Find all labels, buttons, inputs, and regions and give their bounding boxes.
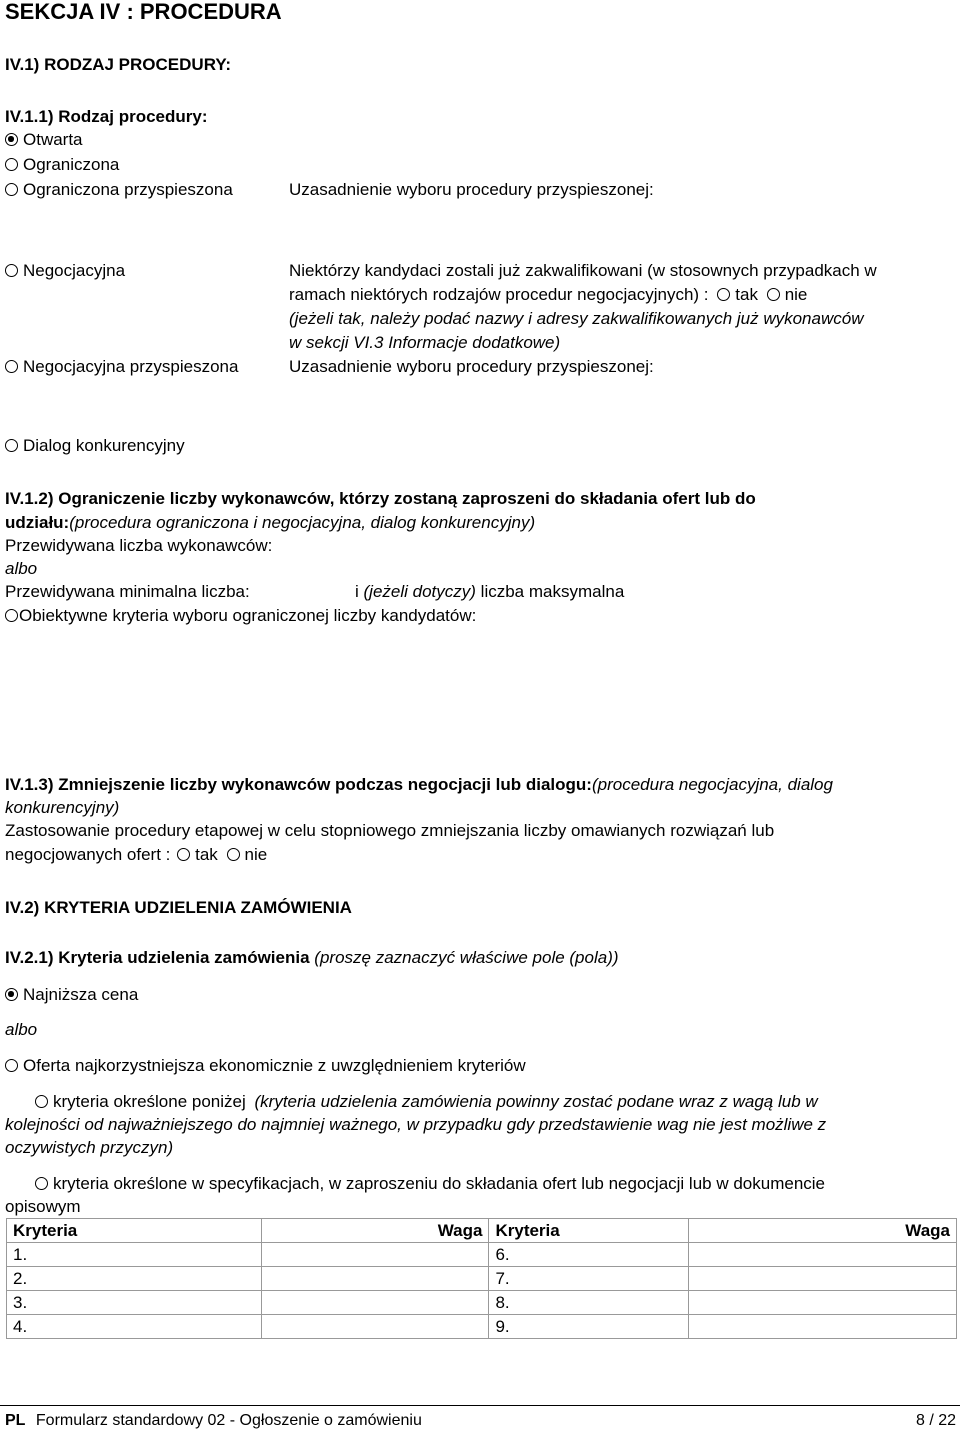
iv2-heading: IV.2) KRYTERIA UDZIELENIA ZAMÓWIENIA	[5, 898, 352, 917]
radio-unchecked-icon[interactable]	[5, 439, 18, 452]
specyfikacje-line-2: opisowym	[5, 1197, 81, 1216]
zastosowanie-line-1: Zastosowanie procedury etapowej w celu stopniowego zmniejszania liczby omawianych rozwiązań lub	[5, 821, 775, 840]
option-otwarta[interactable]: Otwarta	[5, 128, 83, 151]
jezeli-line-1: (jeżeli tak, należy podać nazwy i adresy zakwalifikowanych już wykonawców	[289, 309, 864, 328]
albo-label-2: albo	[5, 1020, 38, 1039]
iv1-heading: IV.1) RODZAJ PROCEDURY:	[5, 55, 232, 74]
ponizej-line-3: oczywistych przyczyn)	[5, 1138, 174, 1157]
maksymalna-group: i (jeżeli dotyczy) liczba maksymalna	[355, 582, 625, 601]
nie-label: nie	[784, 285, 808, 304]
zastosowanie-line-2: negocjowanych ofert : tak nie	[5, 845, 268, 864]
table-row: 2. 7.	[7, 1267, 957, 1291]
uzasadnienie-label-1: Uzasadnienie wyboru procedury przyspieszonej:	[289, 180, 654, 199]
option-ograniczona-przyspieszona[interactable]: Ograniczona przyspieszona	[5, 178, 233, 201]
przewidywana-label: Przewidywana liczba wykonawców:	[5, 536, 273, 555]
option-negocjacyjna[interactable]: Negocjacyjna	[5, 259, 125, 282]
radio-unchecked-icon[interactable]	[5, 609, 18, 622]
table-row: 4. 9.	[7, 1315, 957, 1339]
albo-label: albo	[5, 559, 38, 578]
iv11-heading: IV.1.1) Rodzaj procedury:	[5, 107, 208, 126]
tak-label: tak	[195, 845, 218, 864]
option-dialog[interactable]: Dialog konkurencyjny	[5, 434, 185, 457]
nie-label: nie	[244, 845, 268, 864]
footer-page: 8 / 22	[915, 1412, 956, 1429]
header-waga: Waga	[261, 1219, 489, 1243]
table-row: 3. 8.	[7, 1291, 957, 1315]
jezeli-line-2: w sekcji VI.3 Informacje dodatkowe)	[289, 333, 561, 352]
radio-nie-icon[interactable]	[767, 288, 780, 301]
radio-unchecked-icon[interactable]	[35, 1177, 48, 1190]
uzasadnienie-label-2: Uzasadnienie wyboru procedury przyspieszonej:	[289, 357, 654, 376]
header-waga-2: Waga	[689, 1219, 957, 1243]
criteria-table	[6, 1218, 957, 1339]
minimalna-label: Przewidywana minimalna liczba:	[5, 582, 250, 601]
iv13-heading-line-1: IV.1.3) Zmniejszenie liczby wykonawców podczas negocjacji lub dialogu:(procedura negocjacyjna, dialog	[5, 775, 833, 794]
kandydaci-line-2: ramach niektórych rodzajów procedur negocjacyjnych) : tak nie	[289, 285, 808, 304]
radio-unchecked-icon[interactable]	[5, 183, 18, 196]
iv13-heading-line-2: konkurencyjny)	[5, 798, 120, 817]
option-kryteria-specyfikacje[interactable]: kryteria określone w specyfikacjach, w zaproszeniu do składania ofert lub negocjacji lub w dokumencie	[35, 1172, 825, 1195]
header-kryteria: Kryteria	[7, 1219, 262, 1243]
radio-unchecked-icon[interactable]	[35, 1095, 48, 1108]
iv12-heading-line-1: IV.1.2) Ograniczenie liczby wykonawców, którzy zostaną zaproszeni do składania ofert lub do	[5, 489, 756, 508]
radio-unchecked-icon[interactable]	[5, 264, 18, 277]
section-title: SEKCJA IV : PROCEDURA	[5, 0, 282, 24]
header-kryteria-2: Kryteria	[489, 1219, 689, 1243]
footer-form: Formularz standardowy 02 - Ogłoszenie o zamówieniu	[35, 1412, 422, 1429]
footer-lang: PL	[5, 1412, 26, 1429]
kandydaci-line-1: Niektórzy kandydaci zostali już zakwalifikowani (w stosownych przypadkach w	[289, 261, 877, 280]
radio-unchecked-icon[interactable]	[5, 1059, 18, 1072]
radio-nie-icon[interactable]	[227, 848, 240, 861]
footer-divider	[0, 1405, 960, 1406]
radio-unchecked-icon[interactable]	[5, 158, 18, 171]
option-negocjacyjna-przyspieszona[interactable]: Negocjacyjna przyspieszona	[5, 355, 238, 378]
option-kryteria-ponizej[interactable]: kryteria określone poniżej (kryteria udzielenia zamówienia powinny zostać podane wraz z wagą lub w	[35, 1090, 818, 1113]
option-oferta-najkorzystniejsza[interactable]: Oferta najkorzystniejsza ekonomicznie z uwzględnieniem kryteriów	[5, 1054, 526, 1077]
ponizej-line-2: kolejności od najważniejszego do najmniej ważnego, w przypadku gdy przedstawienie wag nie jest możliwe z	[5, 1115, 827, 1134]
iv12-heading-line-2: udziału:(procedura ograniczona i negocjacyjna, dialog konkurencyjny)	[5, 513, 536, 532]
radio-tak-icon[interactable]	[717, 288, 730, 301]
radio-checked-icon[interactable]	[5, 133, 18, 146]
criteria-table-header	[7, 1219, 957, 1243]
table-row: 1. 6.	[7, 1243, 957, 1267]
obiektywne-label: Obiektywne kryteria wyboru ograniczonej liczby kandydatów:	[5, 604, 476, 627]
tak-label: tak	[735, 285, 758, 304]
radio-checked-icon[interactable]	[5, 988, 18, 1001]
iv21-heading: IV.2.1) Kryteria udzielenia zamówienia (proszę zaznaczyć właściwe pole (pola))	[5, 948, 619, 967]
radio-tak-icon[interactable]	[177, 848, 190, 861]
option-najnizsza-cena[interactable]: Najniższa cena	[5, 983, 138, 1006]
option-ograniczona[interactable]: Ograniczona	[5, 153, 119, 176]
radio-unchecked-icon[interactable]	[5, 360, 18, 373]
